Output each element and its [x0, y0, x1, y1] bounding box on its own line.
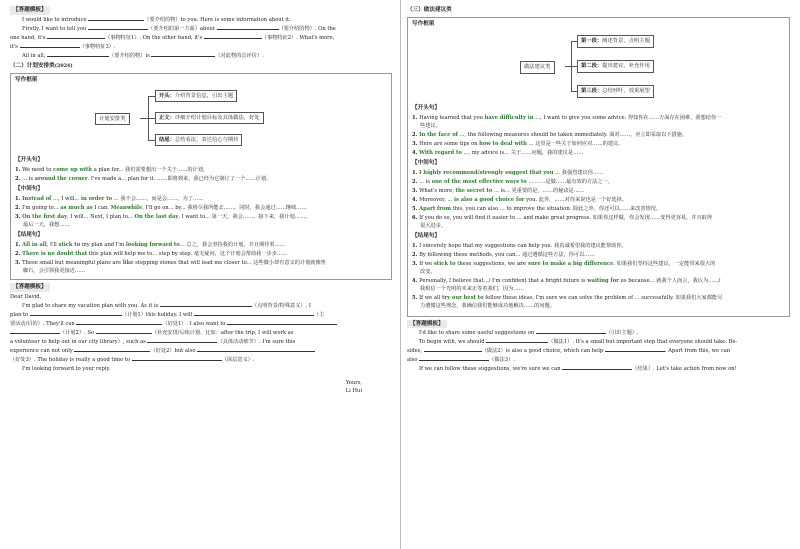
middle-item-1: 1. I highly recommend/strongly suggest that you ... 我强烈建议你……: [412, 169, 604, 176]
framework-center-node: 计划安排类: [95, 113, 130, 125]
left-column: [0, 0, 398, 549]
letter-signature: Li Hui: [345, 388, 362, 395]
framework-center-node: 做法建议类: [520, 61, 555, 73]
framework-title: 写作框架: [15, 76, 38, 83]
fill-blank[interactable]: [10, 329, 60, 334]
fill-blank[interactable]: [47, 52, 109, 57]
fill-blank[interactable]: [536, 329, 606, 334]
middle-item-2: 2. ... is one of the most effective ways to ... ……是做……最有效的方法之一。: [412, 179, 613, 185]
fill-blank[interactable]: [204, 34, 262, 39]
closing-sentences-tag: 【结尾句】: [15, 231, 43, 238]
framework-branch-opening: 开头：介绍背景信息，引出主题: [155, 90, 237, 102]
framework-branch-para2: 第二段：提出建议，补充作用: [577, 60, 654, 72]
fill-blank[interactable]: [486, 338, 548, 343]
suggestion-line-3: sides, （做法2）is also a good choice, which can help . Apart from this, we can: [407, 348, 731, 355]
fill-blank[interactable]: [147, 338, 217, 343]
closing-item-4: 4. Personally, I believe that.../ I'm confident that a bright future is waiting for us because... 就我个人而言，我认为……/ 我相信一个光明的未来正等着我们，因为……: [412, 278, 721, 293]
framework-diagram: [15, 86, 387, 154]
middle-item-3: 3. What's more, the secret to ... is... 更重要的是，……的秘诀是……: [412, 188, 585, 195]
letter-line-7: （好处3）. The holiday is really a good time to （深层意义）.: [10, 356, 255, 363]
middle-item-1: 1. Instead of ..., I will... in order to ... 我不会……，而是会……，为了……: [15, 195, 204, 202]
writing-framework-box: [407, 17, 790, 317]
closing-item-2: 2. There is no doubt that this plan will help me to... step by step. 毫无疑问，这个计划会帮助我一步步……: [15, 250, 288, 257]
letter-line-8: I'm looking forward to your reply.: [22, 366, 111, 373]
closing-item-5: 5. If we all try our best to follow these ideas, I'm sure we can solve the problem of ... successfully. 如果我们大家都能尽 力遵循这些理念，我确信我们能够成功地解决……的问题。: [412, 295, 723, 310]
template1-line1: I would like to introduce （要介绍的物）to you. Here is some information about it.: [22, 16, 291, 23]
framework-branch-body: 正文：详细介绍计划目标及具体做法，好处: [155, 112, 264, 124]
connector: [148, 118, 155, 119]
right-column: [400, 0, 800, 549]
answer-template-tag: 【答题模板】: [10, 6, 392, 15]
fill-blank[interactable]: [151, 52, 215, 57]
fill-blank[interactable]: [132, 356, 222, 361]
middle-item-6: 6. If you do so, you will find it easier to ... and make great progress. 如果你这样做，你会发现……变得更容易，并且取得 很大进步。: [412, 215, 713, 230]
middle-item-2: 2. I'm going to... as much as I can. Meanwhile, I'll go on... by... 我将尽我所能去……。同时，我会通过……继续……: [15, 204, 307, 211]
suggestion-line-4: also （做法3）.: [407, 357, 515, 364]
opening-item-3: 3. Here are some tips on how to deal with ... 这里是一些关于如何应对……的建议。: [412, 141, 624, 148]
answer-template-tag: 【答题模板】: [407, 320, 790, 329]
letter-line-4: （计划2）. So （补充安排/后续计划，比如：after the trip, I will work as: [10, 329, 392, 337]
letter-line-2: plan to （计划1）this holiday. I will （主: [10, 311, 325, 318]
letter-line-3: 要活动/目的）. They'll can （好处1）. I also want to: [10, 320, 392, 328]
connector: [148, 140, 155, 141]
closing-item-3: 3. These small but meaningful plans are like stepping stones that will lead me closer to... 这些微小却有意义的计划就像垫 脚石，会引领我更接近……: [15, 259, 326, 274]
section-title: （三）做法建议类: [407, 7, 452, 13]
template1-line2: Firstly, I want to tell you （要介绍的第一方面）about （要介绍的物）. On the: [22, 25, 336, 32]
fill-blank[interactable]: [88, 25, 148, 30]
fill-blank[interactable]: [74, 347, 150, 352]
fill-blank[interactable]: [20, 43, 80, 48]
middle-item-4: 4. Moreover, ... is also a good choice for you. 此外，……对你来说也是一个好选择。: [412, 197, 627, 204]
fill-blank[interactable]: [197, 347, 315, 352]
fill-blank[interactable]: [76, 320, 162, 325]
closing-item-1: 1. All in all, I'll stick to my plan and I'm looking forward to... 总之，我会坚持我的计划，并且期待着……: [15, 241, 285, 248]
letter-line-1: I'm glad to share my vacation plan with you. As it is （点明背景/特殊意义）, I: [22, 302, 311, 309]
framework-branch-para3: 第三段：总结呼吁，效果展望: [577, 85, 654, 97]
fill-blank[interactable]: [47, 34, 105, 39]
opening-sentences-tag: 【开头句】: [412, 105, 440, 112]
fill-blank[interactable]: [424, 347, 482, 352]
middle-item-3: 3. On the first day, I will... Next, I plan to... On the last day, I want to... 第一天，我会……。接下来，我计划……。 最后一天，我想……: [15, 213, 311, 228]
fill-blank[interactable]: [419, 356, 489, 361]
closing-item-3: 3. If we stick to these suggestions, we are sure to make a big difference. 如果我们坚持这些建议，一定能带来很大的 改变。: [412, 261, 716, 276]
fill-blank[interactable]: [227, 320, 337, 325]
section-title: （二）计划安排类(2024): [10, 62, 73, 69]
closing-item-1: 1. I sincerely hope that my suggestions can help you. 我真诚希望我的建议能帮助你。: [412, 243, 627, 250]
framework-branch-ending: 结尾：总结看法，表达信心与期待: [155, 134, 242, 146]
connector: [140, 118, 148, 119]
template1-line5: All in all, （要介绍的物）is （对此物的总评价）.: [22, 52, 264, 59]
closing-item-2: 2. By following these methods, you can... 通过遵循这些方法，你可以……: [412, 252, 595, 259]
letter-line-5: a volunteer to help out in our city library）, such as （具体活动细节）. I'm sure this: [10, 338, 296, 345]
answer-template-tag-2: 【答题模板】: [10, 283, 392, 292]
opening-sentences-tag: 【开头句】: [15, 157, 43, 164]
fill-blank[interactable]: [605, 347, 665, 352]
fill-blank[interactable]: [194, 311, 314, 316]
letter-line-6: experience can not only （好处2）but also: [10, 347, 392, 355]
connector: [148, 96, 155, 97]
opening-item-4: 4. With regard to ..., my advice is... 关于……问题，我的建议是……: [412, 150, 584, 157]
suggestion-line-5: If we can follow these suggestions, we're sure we can （结果）. Let's take action from now on!: [419, 366, 737, 373]
fill-blank[interactable]: [30, 311, 122, 316]
suggestion-line-1: I'd like to share some useful suggestions on （引出主题）.: [419, 330, 639, 337]
suggestion-line-2: To begin with, we should （做法1）. It's a small but important step that everyone should take. Be-: [419, 339, 738, 346]
fill-blank[interactable]: [562, 365, 632, 370]
framework-diagram: [412, 30, 785, 102]
template1-line3: one hand, it's （事物特征1）. On the other hand, it's （事物特征2）. What's more,: [10, 34, 335, 41]
middle-item-5: 5. Apart from this, you can also ... to improve the situation. 除此之外，你还可以……来改善情况。: [412, 206, 662, 213]
middle-sentences-tag: 【中间句】: [15, 186, 43, 193]
fill-blank[interactable]: [88, 16, 144, 21]
letter-salutation: Dear David,: [10, 293, 42, 300]
writing-framework-box: [10, 73, 392, 280]
fill-blank[interactable]: [160, 302, 252, 307]
framework-branch-para1: 第一段：阐述背景，点明主题: [577, 35, 654, 47]
closing-sentences-tag: 【结尾句】: [412, 233, 440, 240]
opening-item-2: 2. ... is around the corner. I've made a... plan for it. ……即将到来，我已经为它制订了一个……计划。: [15, 176, 272, 182]
opening-item-1: 1. We need to come up with a plan for... 我们需要想出一个关于……的计划。: [15, 166, 209, 173]
fill-blank[interactable]: [96, 329, 152, 334]
letter-closing: Yours,: [345, 380, 362, 387]
opening-item-1: 1. Having learned that you have difficulty in ..., I want to give you some advice. 得知你在……方面存在困难，我想给你一 些建议。: [412, 114, 722, 130]
framework-title: 写作框架: [412, 20, 435, 27]
opening-item-2: 2. In the face of ..., the following measures should be taken immediately. 面对……，应立即采取以下措施。: [412, 132, 688, 139]
middle-sentences-tag: 【中间句】: [412, 160, 440, 167]
fill-blank[interactable]: [217, 25, 279, 30]
template1-line4: it's （事物特征3）.: [10, 43, 116, 50]
